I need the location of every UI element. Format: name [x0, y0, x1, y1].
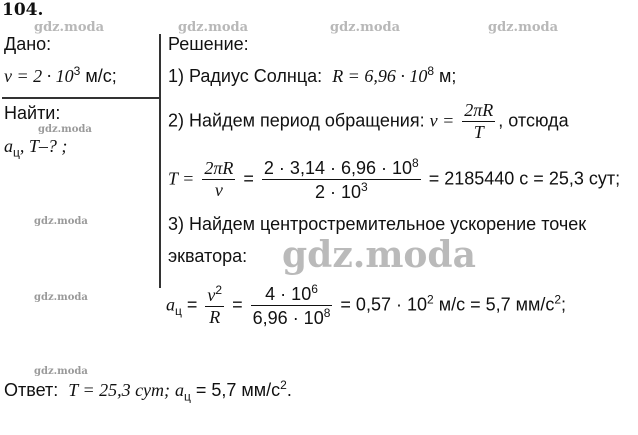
watermark-large: gdz.moda [282, 234, 476, 276]
divider-vertical [159, 34, 161, 288]
watermark: gdz.moda [178, 20, 249, 35]
given-label: Дано: [4, 34, 52, 54]
watermark: gdz.moda [34, 216, 88, 227]
watermark: gdz.moda [38, 124, 92, 135]
solution-label: Решение: [168, 34, 249, 54]
find-label: Найти: [4, 103, 61, 123]
watermark: gdz.moda [330, 20, 401, 35]
answer: Ответ: T = 25,3 сут; $a_ц = 5,7$ $мм/с^2$. [4, 378, 292, 404]
period-formula: T = $\frac{2\pi R}{v}$ = $\frac{2 \cdot 3,14 \cdot 6,96 \cdot 10^8}{2 \cdot 10^3}$ = 2185440 с = 25,3 сут; [168, 156, 621, 202]
step-2: 2) Найдем период обращения: v = $\frac{2\pi R}{T}$ , отсюда [168, 100, 569, 142]
problem-number: 104. [2, 0, 44, 20]
given-velocity: $v = 2 \cdot 10^3$ м/с; [4, 64, 117, 86]
step-1: 1) Радиус Солнца: $R = 6,96 \cdot 10^8$ м; [168, 64, 457, 86]
watermark: gdz.moda [488, 20, 559, 35]
find-values: $a_ц$, T–? ; [4, 136, 68, 160]
watermark: gdz.moda [34, 20, 105, 35]
acceleration-formula: $a_ц$ = $\frac{v^2}{R}$ = $\frac{4 \cdot 10^6}{6,96 \cdot 10^8}$ = $0,57 \cdot 10^2$ м/с = 5,7 $мм/с^2$; [166, 282, 567, 328]
watermark: gdz.moda [34, 292, 88, 303]
step-3-cont: экватора: [168, 246, 248, 266]
watermark: gdz.moda [34, 366, 88, 377]
fraction-period: $\frac{2\pi R}{T}$ [464, 100, 494, 142]
divider-horizontal [2, 97, 159, 99]
step-3: 3) Найдем центростремительное ускорение точек [168, 214, 587, 234]
